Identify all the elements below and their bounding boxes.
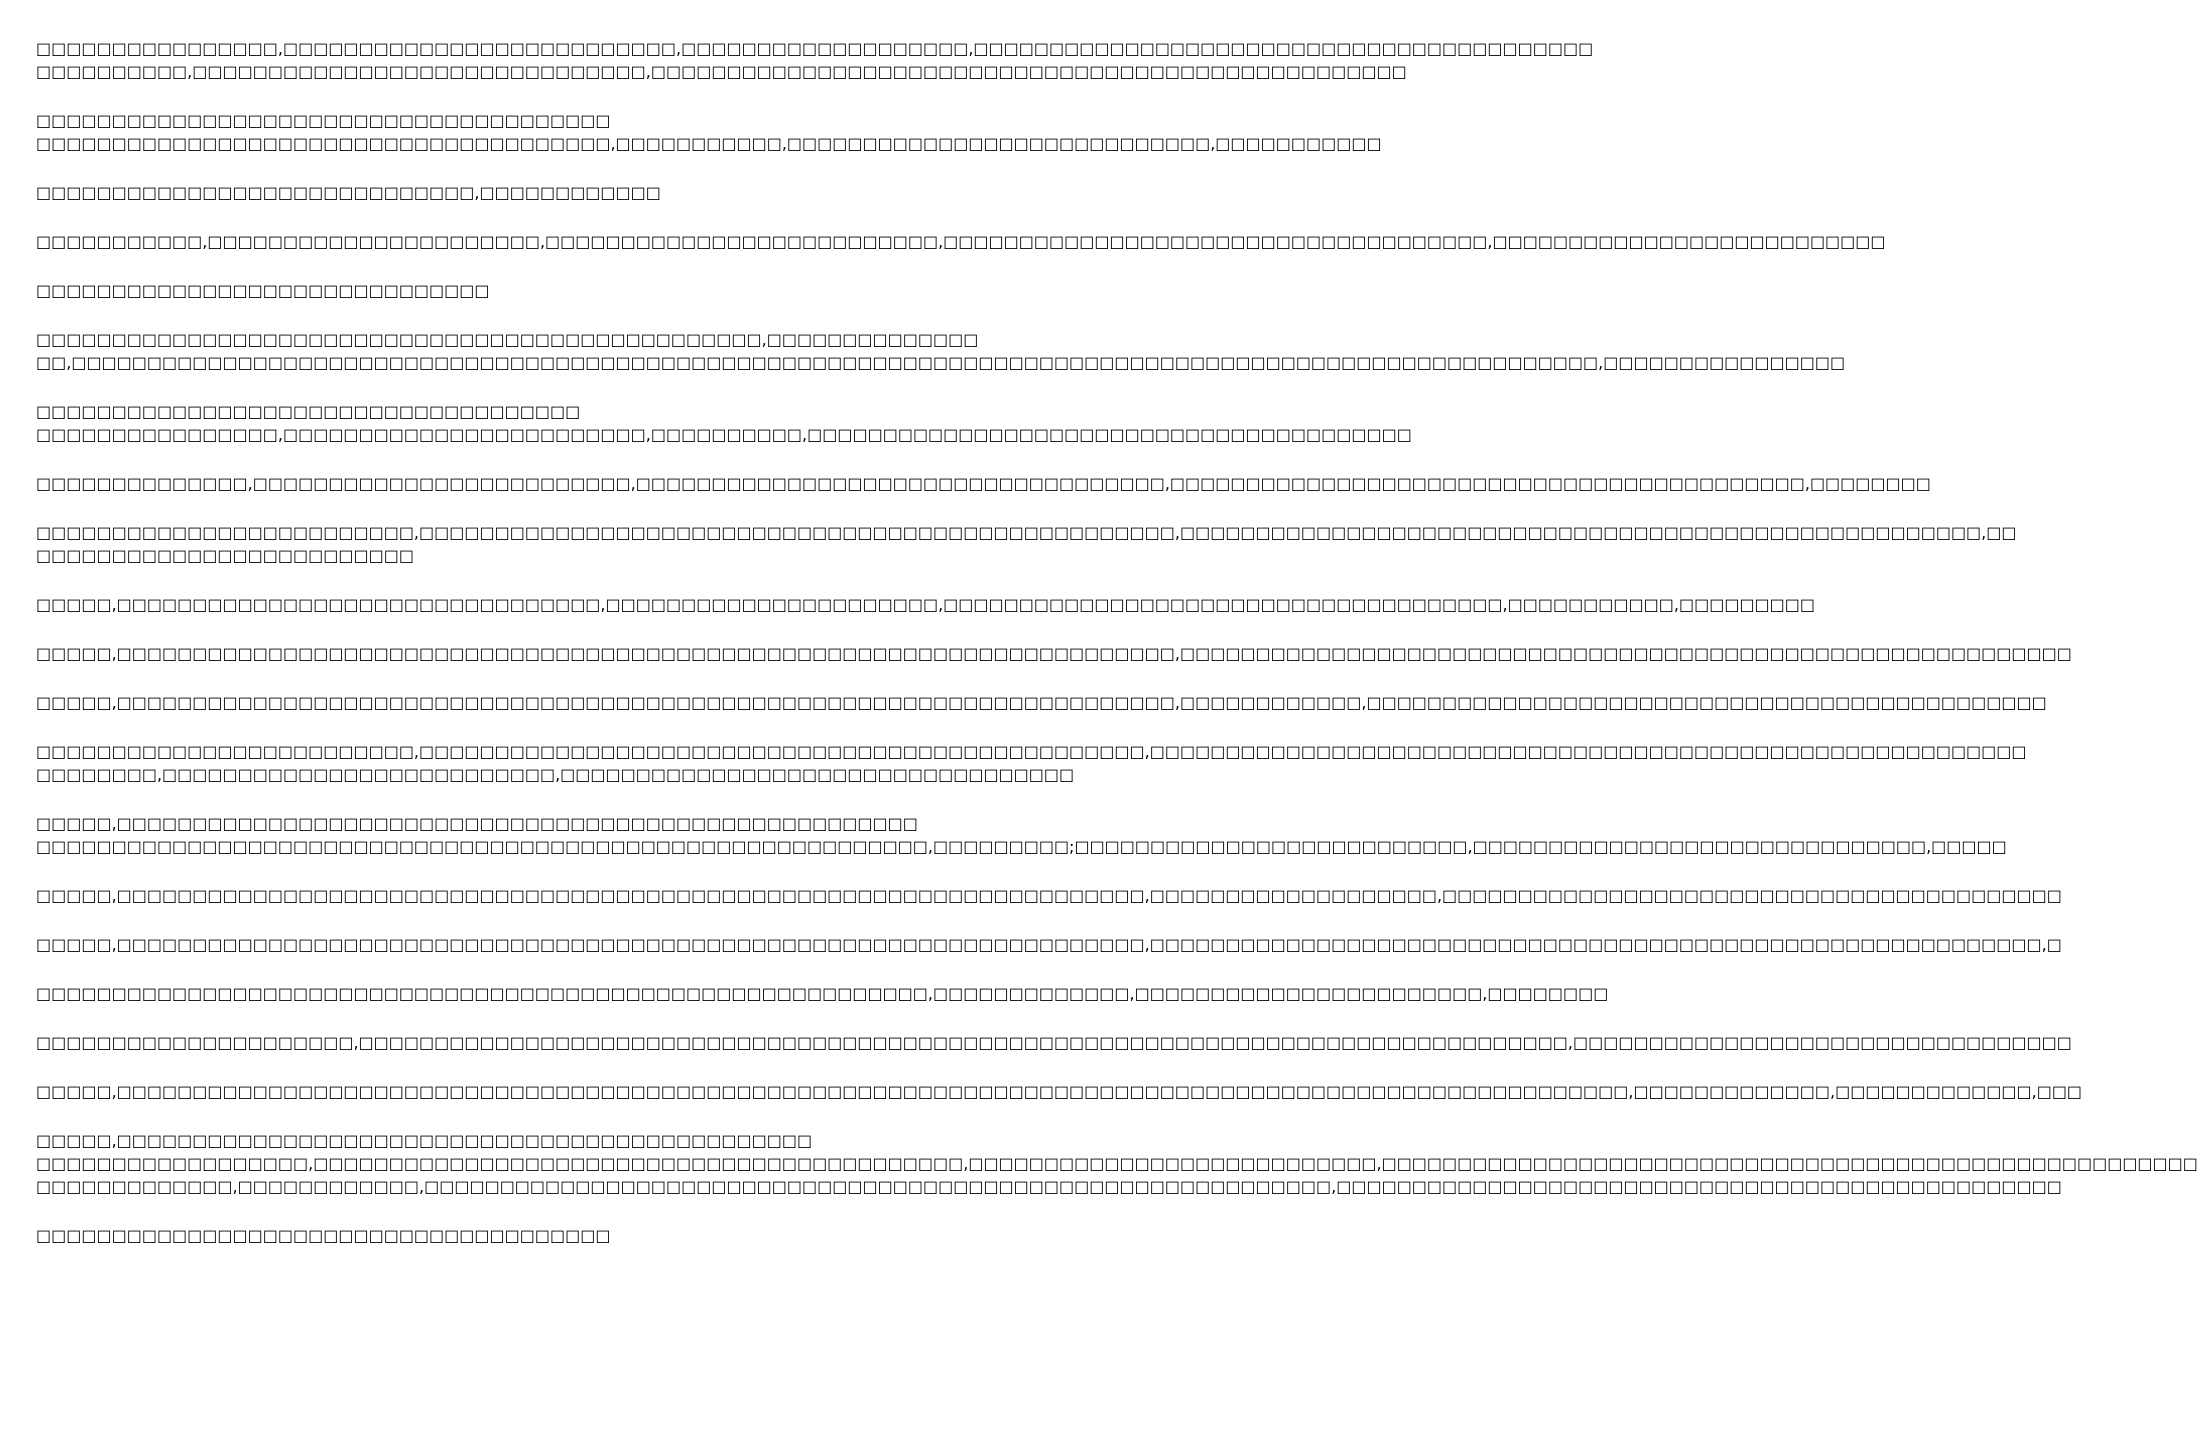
text-line: □□□□□□□□□□□□□□□□□□,□□□□□□□□□□□□□□□□□□□□□□□□□□□□□□□□□□□□□□□□□□□,□□□□□□□□□□□□□□□□□□□□□□□□□□□,□□□□□□□□□□□□□□□□□□□□□□□□□□□□□□□□□□□□□□□□□□□□□□□□□□□□□□ xyxy=(36,1154,2198,1173)
text-line: □□□□□□□□□□□□□,□□□□□□□□□□□□,□□□□□□□□□□□□□□□□□□□□□□□□□□□□□□□□□□□□□□□□□□□□□□□□□□□□□□□□□□□□,□□□□□□□□□□□□□□□□□□□□□□□□□□□□□□□□□□□□□□□□□□□□□□□□ xyxy=(36,1177,2062,1196)
paragraph xyxy=(36,933,2062,956)
paragraph xyxy=(36,593,1816,616)
text-line: □□□□□□□□□□,□□□□□□□□□□□□□□□□□□□□□□□□□□□□□□,□□□□□□□□□□□□□□□□□□□□□□□□□□□□□□□□□□□□□□□□□□□□□□□□□□ xyxy=(36,62,1407,81)
text-line: □□,□□□□□□□□□□□□□□□□□□□□□□□□□□□□□□□□□□□□□□□□□□□□□□□□□□□□□□□□□□□□□□□□□□□□□□□□□□□□□□□□□□□□□□□□□□□□□□□□□□□□□,□□□□□□□□□□□□□□□□ xyxy=(36,353,1846,372)
document-page xyxy=(36,37,2198,1273)
text-line: □□□□□□□□□□□□□□□□□□□□□□□□□□□□□□□□□□□□ xyxy=(36,402,581,421)
paragraph xyxy=(36,181,990,204)
text-line: □□□□□□□□□□□□□□□□□□□□□□□□□□□□□□ xyxy=(36,281,490,300)
text-line: □□□□□□□□□□□□□□□□□□□□□□□□□□□□□□□□□□□□□□ xyxy=(36,111,611,130)
text-line: □□□□□□□□□□□□□□,□□□□□□□□□□□□□□□□□□□□□□□□□,□□□□□□□□□□□□□□□□□□□□□□□□□□□□□□□□□□□,□□□□□□□□□□□□□□□□□□□□□□□□□□□□□□□□□□□□□□□□□□,□□□□□□□□ xyxy=(36,474,1931,493)
paragraph xyxy=(36,740,2027,786)
paragraph xyxy=(36,37,1594,83)
paragraph xyxy=(36,1031,2072,1054)
paragraph xyxy=(36,1129,2198,1198)
text-line: □□□□□,□□□□□□□□□□□□□□□□□□□□□□□□□□□□□□□□□□□□□□□□□□□□□□□□□□□□□□□□□□□□□□□□□□□□,□□□□□□□□□□□□□□□□□□□,□□□□□□□□□□□□□□□□□□□□□□□□□□□□□□□□□□□□□□□□□ xyxy=(36,886,2062,905)
text-line: □□□□□,□□□□□□□□□□□□□□□□□□□□□□□□□□□□□□□□□□□□□□□□□□□□□□□□□□□□□□□□□□□□□□□□□□□□□□□□□□□□□□□□□□□□□□□□□□□□□□□□□□□□,□□□□□□□□□□□□□,□□□□□□□□□□□□□,□□□ xyxy=(36,1082,2083,1101)
paragraph xyxy=(36,691,2047,714)
text-line: □□□□□□□□□□□□□□□□□□□□□□□□□,□□□□□□□□□□□□□□□□□□□□□□□□□□□□□□□□□□□□□□□□□□□□□□□□,□□□□□□□□□□□□□□□□□□□□□□□□□□□□□□□□□□□□□□□□□□□□□□□□□□□□□□□□□□ xyxy=(36,742,2027,761)
text-line: □□□□□□□□□□□□□□□□□□□□□□□□□ xyxy=(36,546,414,565)
paragraph xyxy=(36,472,1931,495)
paragraph xyxy=(36,400,1412,446)
text-line: □□□□□□□□□□□□□□□□□□□□□□□□□,□□□□□□□□□□□□□□□□□□□□□□□□□□□□□□□□□□□□□□□□□□□□□□□□□□,□□□□□□□□□□□□□□□□□□□□□□□□□□□□□□□□□□□□□□□□□□□□□□□□□□□□□,□□ xyxy=(36,523,2017,542)
paragraph xyxy=(36,982,1609,1005)
text-line: □□□□□□□□□□□□□□□□□□□□□□□□□□□□□□□□□□□□□□ xyxy=(36,1226,611,1245)
text-line: □□□□□,□□□□□□□□□□□□□□□□□□□□□□□□□□□□□□□□□□□□□□□□□□□□□□□□□□□□□□□□□□□□□□□□□□□□,□□□□□□□□□□□□□□□□□□□□□□□□□□□□□□□□□□□□□□□□□□□□□□□□□□□□□□□□□□□,□ xyxy=(36,935,2062,954)
paragraph xyxy=(36,109,1382,155)
text-line: □□□□□□□□□□□□□□□□□□□□□□□□□□□□□□□□□□□□□□□□□□□□□□□□□□□□□□□□□□□,□□□□□□□□□□□□□,□□□□□□□□□□□□□□□□□□□□□□□,□□□□□□□□ xyxy=(36,984,1609,1003)
paragraph xyxy=(36,521,2017,567)
text-line: □□□□□□□□□□□□□□□□□□□□□□□□□□□□□□□□□□□□□□,□□□□□□□□□□□,□□□□□□□□□□□□□□□□□□□□□□□□□□□□,□□□□□□□□□□□ xyxy=(36,134,1382,153)
paragraph xyxy=(36,812,2007,858)
text-line: □□□□□□□□□□□□□□□□,□□□□□□□□□□□□□□□□□□□□□□□□□□,□□□□□□□□□□□□□□□□□□□,□□□□□□□□□□□□□□□□□□□□□□□□□□□□□□□□□□□□□□□□□ xyxy=(36,39,1594,58)
text-line: □□□□□□□□□□□,□□□□□□□□□□□□□□□□□□□□□□,□□□□□□□□□□□□□□□□□□□□□□□□□□,□□□□□□□□□□□□□□□□□□□□□□□□□□□□□□□□□□□□,□□□□□□□□□□□□□□□□□□□□□□□□□□ xyxy=(36,232,1886,251)
paragraph xyxy=(36,884,2062,907)
text-line: □□□□□□□□□□□□□□□□□□□□□,□□□□□□□□□□□□□□□□□□□□□□□□□□□□□□□□□□□□□□□□□□□□□□□□□□□□□□□□□□□□□□□□□□□□□□□□□□□□□□□□,□□□□□□□□□□□□□□□□□□□□□□□□□□□□□□□□□ xyxy=(36,1033,2072,1052)
text-line: □□□□□□□□□□□□□□□□,□□□□□□□□□□□□□□□□□□□□□□□□,□□□□□□□□□□,□□□□□□□□□□□□□□□□□□□□□□□□□□□□□□□□□□□□□□□□ xyxy=(36,425,1412,444)
paragraph xyxy=(36,328,1846,374)
text-line: □□□□□,□□□□□□□□□□□□□□□□□□□□□□□□□□□□□□□□□□□□□□□□□□□□□□□□□□□□□□□□□□□□□□□□□□□□□□,□□□□□□□□□□□□,□□□□□□□□□□□□□□□□□□□□□□□□□□□□□□□□□□□□□□□□□□□□□ xyxy=(36,693,2047,712)
text-line: □□□□□□□□□□□□□□□□□□□□□□□□□□□□□,□□□□□□□□□□□□ xyxy=(36,183,661,202)
text-line: □□□□□□□□,□□□□□□□□□□□□□□□□□□□□□□□□□□,□□□□□□□□□□□□□□□□□□□□□□□□□□□□□□□□□□ xyxy=(36,765,1075,784)
text-line: □□□□□,□□□□□□□□□□□□□□□□□□□□□□□□□□□□□□□□,□□□□□□□□□□□□□□□□□□□□□□,□□□□□□□□□□□□□□□□□□□□□□□□□□□□□□□□□□□□□,□□□□□□□□□□□,□□□□□□□□□ xyxy=(36,595,1816,614)
paragraph xyxy=(36,642,2072,665)
paragraph xyxy=(36,1224,990,1247)
text-line: □□□□□,□□□□□□□□□□□□□□□□□□□□□□□□□□□□□□□□□□□□□□□□□□□□□□ xyxy=(36,1131,813,1150)
text-line: □□□□□□□□□□□□□□□□□□□□□□□□□□□□□□□□□□□□□□□□□□□□□□□□□□□□□□□□□□□,□□□□□□□□□;□□□□□□□□□□□□□□□□□□□□□□□□□□,□□□□□□□□□□□□□□□□□□□□□□□□□□□□□□,□□□□□ xyxy=(36,837,2007,856)
text-line: □□□□□□□□□□□□□□□□□□□□□□□□□□□□□□□□□□□□□□□□□□□□□□□□,□□□□□□□□□□□□□□ xyxy=(36,330,979,349)
paragraph xyxy=(36,1080,2083,1103)
text-line: □□□□□,□□□□□□□□□□□□□□□□□□□□□□□□□□□□□□□□□□□□□□□□□□□□□□□□□□□□□□□□□□□□□□□□□□□□□□,□□□□□□□□□□□□□□□□□□□□□□□□□□□□□□□□□□□□□□□□□□□□□□□□□□□□□□□□□□□ xyxy=(36,644,2072,663)
paragraph xyxy=(36,230,1886,253)
paragraph xyxy=(36,279,990,302)
text-line: □□□□□,□□□□□□□□□□□□□□□□□□□□□□□□□□□□□□□□□□□□□□□□□□□□□□□□□□□□□ xyxy=(36,814,918,833)
